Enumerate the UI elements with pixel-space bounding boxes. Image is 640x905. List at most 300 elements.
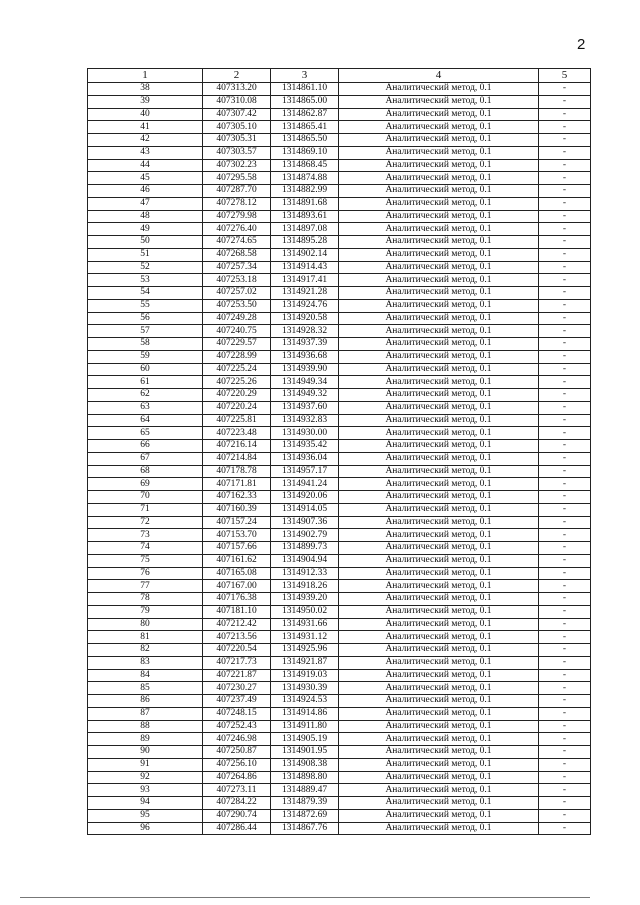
method-cell: Аналитический метод, 0.1 (339, 822, 539, 835)
note-cell: - (539, 707, 591, 720)
page-number: 2 (577, 36, 586, 53)
y-coordinate-cell: 1314865.00 (271, 95, 339, 108)
method-cell: Аналитический метод, 0.1 (339, 503, 539, 516)
x-coordinate-cell: 407225.26 (203, 376, 271, 389)
method-cell: Аналитический метод, 0.1 (339, 338, 539, 351)
y-coordinate-cell: 1314902.14 (271, 248, 339, 261)
point-number-cell: 66 (88, 440, 203, 453)
x-coordinate-cell: 407268.58 (203, 248, 271, 261)
column-header-5: 5 (539, 69, 591, 83)
y-coordinate-cell: 1314872.69 (271, 809, 339, 822)
note-cell: - (539, 797, 591, 810)
method-cell: Аналитический метод, 0.1 (339, 146, 539, 159)
table-row (88, 299, 591, 312)
y-coordinate-cell: 1314908.38 (271, 758, 339, 771)
y-coordinate-cell: 1314939.90 (271, 363, 339, 376)
y-coordinate-cell: 1314902.79 (271, 529, 339, 542)
table-body (88, 83, 591, 835)
method-cell: Аналитический метод, 0.1 (339, 491, 539, 504)
note-cell: - (539, 389, 591, 402)
y-coordinate-cell: 1314949.34 (271, 376, 339, 389)
y-coordinate-cell: 1314949.32 (271, 389, 339, 402)
note-cell: - (539, 223, 591, 236)
table-row (88, 95, 591, 108)
note-cell: - (539, 338, 591, 351)
x-coordinate-cell: 407252.43 (203, 720, 271, 733)
y-coordinate-cell: 1314901.95 (271, 746, 339, 759)
note-cell: - (539, 720, 591, 733)
method-cell: Аналитический метод, 0.1 (339, 465, 539, 478)
point-number-cell: 90 (88, 746, 203, 759)
x-coordinate-cell: 407276.40 (203, 223, 271, 236)
footer-rule (20, 897, 590, 898)
y-coordinate-cell: 1314862.87 (271, 108, 339, 121)
x-coordinate-cell: 407228.99 (203, 350, 271, 363)
table-row (88, 401, 591, 414)
table-row (88, 758, 591, 771)
table-row (88, 618, 591, 631)
point-number-cell: 73 (88, 529, 203, 542)
note-cell: - (539, 644, 591, 657)
point-number-cell: 53 (88, 274, 203, 287)
method-cell: Аналитический метод, 0.1 (339, 185, 539, 198)
table-row (88, 236, 591, 249)
table-row (88, 108, 591, 121)
point-number-cell: 40 (88, 108, 203, 121)
y-coordinate-cell: 1314919.03 (271, 669, 339, 682)
point-number-cell: 91 (88, 758, 203, 771)
x-coordinate-cell: 407287.70 (203, 185, 271, 198)
table-row (88, 376, 591, 389)
method-cell: Аналитический метод, 0.1 (339, 350, 539, 363)
table-row (88, 248, 591, 261)
x-coordinate-cell: 407221.87 (203, 669, 271, 682)
x-coordinate-cell: 407220.54 (203, 644, 271, 657)
table-row (88, 516, 591, 529)
note-cell: - (539, 503, 591, 516)
table-row (88, 197, 591, 210)
y-coordinate-cell: 1314924.76 (271, 299, 339, 312)
note-cell: - (539, 440, 591, 453)
x-coordinate-cell: 407249.28 (203, 312, 271, 325)
table-row (88, 452, 591, 465)
column-header-3: 3 (271, 69, 339, 83)
note-cell: - (539, 261, 591, 274)
table-row (88, 797, 591, 810)
note-cell: - (539, 274, 591, 287)
point-number-cell: 67 (88, 452, 203, 465)
method-cell: Аналитический метод, 0.1 (339, 287, 539, 300)
table-row (88, 350, 591, 363)
method-cell: Аналитический метод, 0.1 (339, 325, 539, 338)
table-row (88, 223, 591, 236)
point-number-cell: 94 (88, 797, 203, 810)
x-coordinate-cell: 407160.39 (203, 503, 271, 516)
method-cell: Аналитический метод, 0.1 (339, 542, 539, 555)
y-coordinate-cell: 1314868.45 (271, 159, 339, 172)
y-coordinate-cell: 1314893.61 (271, 210, 339, 223)
point-number-cell: 51 (88, 248, 203, 261)
table-row (88, 746, 591, 759)
y-coordinate-cell: 1314904.94 (271, 554, 339, 567)
x-coordinate-cell: 407181.10 (203, 605, 271, 618)
coordinates-table (87, 68, 591, 835)
table-row (88, 465, 591, 478)
method-cell: Аналитический метод, 0.1 (339, 363, 539, 376)
x-coordinate-cell: 407216.14 (203, 440, 271, 453)
x-coordinate-cell: 407225.81 (203, 414, 271, 427)
table-row (88, 210, 591, 223)
y-coordinate-cell: 1314917.41 (271, 274, 339, 287)
x-coordinate-cell: 407165.08 (203, 567, 271, 580)
method-cell: Аналитический метод, 0.1 (339, 695, 539, 708)
y-coordinate-cell: 1314931.66 (271, 618, 339, 631)
method-cell: Аналитический метод, 0.1 (339, 414, 539, 427)
method-cell: Аналитический метод, 0.1 (339, 274, 539, 287)
point-number-cell: 87 (88, 707, 203, 720)
point-number-cell: 74 (88, 542, 203, 555)
y-coordinate-cell: 1314924.53 (271, 695, 339, 708)
x-coordinate-cell: 407162.33 (203, 491, 271, 504)
x-coordinate-cell: 407278.12 (203, 197, 271, 210)
point-number-cell: 78 (88, 593, 203, 606)
note-cell: - (539, 491, 591, 504)
method-cell: Аналитический метод, 0.1 (339, 656, 539, 669)
note-cell: - (539, 669, 591, 682)
table-row (88, 159, 591, 172)
table-row (88, 695, 591, 708)
note-cell: - (539, 465, 591, 478)
x-coordinate-cell: 407250.87 (203, 746, 271, 759)
method-cell: Аналитический метод, 0.1 (339, 644, 539, 657)
y-coordinate-cell: 1314932.83 (271, 414, 339, 427)
point-number-cell: 69 (88, 478, 203, 491)
point-number-cell: 93 (88, 784, 203, 797)
point-number-cell: 83 (88, 656, 203, 669)
method-cell: Аналитический метод, 0.1 (339, 210, 539, 223)
table-row (88, 427, 591, 440)
table-row (88, 682, 591, 695)
table-row (88, 707, 591, 720)
note-cell: - (539, 95, 591, 108)
note-cell: - (539, 312, 591, 325)
method-cell: Аналитический метод, 0.1 (339, 248, 539, 261)
table-row (88, 644, 591, 657)
point-number-cell: 70 (88, 491, 203, 504)
method-cell: Аналитический метод, 0.1 (339, 758, 539, 771)
note-cell: - (539, 248, 591, 261)
point-number-cell: 76 (88, 567, 203, 580)
method-cell: Аналитический метод, 0.1 (339, 580, 539, 593)
note-cell: - (539, 746, 591, 759)
note-cell: - (539, 695, 591, 708)
note-cell: - (539, 542, 591, 555)
point-number-cell: 80 (88, 618, 203, 631)
point-number-cell: 61 (88, 376, 203, 389)
x-coordinate-cell: 407305.10 (203, 121, 271, 134)
point-number-cell: 58 (88, 338, 203, 351)
y-coordinate-cell: 1314930.00 (271, 427, 339, 440)
point-number-cell: 49 (88, 223, 203, 236)
x-coordinate-cell: 407279.98 (203, 210, 271, 223)
point-number-cell: 89 (88, 733, 203, 746)
point-number-cell: 63 (88, 401, 203, 414)
table-row (88, 478, 591, 491)
method-cell: Аналитический метод, 0.1 (339, 478, 539, 491)
table-row (88, 312, 591, 325)
x-coordinate-cell: 407167.00 (203, 580, 271, 593)
x-coordinate-cell: 407305.31 (203, 134, 271, 147)
x-coordinate-cell: 407225.24 (203, 363, 271, 376)
table-header-row (88, 69, 591, 83)
x-coordinate-cell: 407303.57 (203, 146, 271, 159)
point-number-cell: 71 (88, 503, 203, 516)
table-row (88, 529, 591, 542)
point-number-cell: 62 (88, 389, 203, 402)
method-cell: Аналитический метод, 0.1 (339, 236, 539, 249)
x-coordinate-cell: 407257.34 (203, 261, 271, 274)
x-coordinate-cell: 407253.18 (203, 274, 271, 287)
table-row (88, 338, 591, 351)
method-cell: Аналитический метод, 0.1 (339, 299, 539, 312)
note-cell: - (539, 134, 591, 147)
point-number-cell: 96 (88, 822, 203, 835)
note-cell: - (539, 197, 591, 210)
table-row (88, 274, 591, 287)
note-cell: - (539, 299, 591, 312)
point-number-cell: 59 (88, 350, 203, 363)
table-row (88, 733, 591, 746)
note-cell: - (539, 401, 591, 414)
note-cell: - (539, 287, 591, 300)
point-number-cell: 84 (88, 669, 203, 682)
point-number-cell: 55 (88, 299, 203, 312)
y-coordinate-cell: 1314865.50 (271, 134, 339, 147)
table-row (88, 784, 591, 797)
y-coordinate-cell: 1314899.73 (271, 542, 339, 555)
note-cell: - (539, 185, 591, 198)
method-cell: Аналитический метод, 0.1 (339, 567, 539, 580)
table-row (88, 440, 591, 453)
note-cell: - (539, 478, 591, 491)
x-coordinate-cell: 407264.86 (203, 771, 271, 784)
note-cell: - (539, 414, 591, 427)
method-cell: Аналитический метод, 0.1 (339, 121, 539, 134)
point-number-cell: 44 (88, 159, 203, 172)
note-cell: - (539, 822, 591, 835)
x-coordinate-cell: 407217.73 (203, 656, 271, 669)
method-cell: Аналитический метод, 0.1 (339, 108, 539, 121)
note-cell: - (539, 771, 591, 784)
x-coordinate-cell: 407223.48 (203, 427, 271, 440)
point-number-cell: 54 (88, 287, 203, 300)
note-cell: - (539, 516, 591, 529)
y-coordinate-cell: 1314914.86 (271, 707, 339, 720)
x-coordinate-cell: 407220.24 (203, 401, 271, 414)
x-coordinate-cell: 407153.70 (203, 529, 271, 542)
method-cell: Аналитический метод, 0.1 (339, 452, 539, 465)
x-coordinate-cell: 407274.65 (203, 236, 271, 249)
method-cell: Аналитический метод, 0.1 (339, 172, 539, 185)
point-number-cell: 88 (88, 720, 203, 733)
method-cell: Аналитический метод, 0.1 (339, 593, 539, 606)
point-number-cell: 48 (88, 210, 203, 223)
y-coordinate-cell: 1314897.08 (271, 223, 339, 236)
x-coordinate-cell: 407246.98 (203, 733, 271, 746)
y-coordinate-cell: 1314905.19 (271, 733, 339, 746)
x-coordinate-cell: 407286.44 (203, 822, 271, 835)
method-cell: Аналитический метод, 0.1 (339, 784, 539, 797)
y-coordinate-cell: 1314937.60 (271, 401, 339, 414)
x-coordinate-cell: 407310.08 (203, 95, 271, 108)
table-row (88, 593, 591, 606)
y-coordinate-cell: 1314920.58 (271, 312, 339, 325)
y-coordinate-cell: 1314920.06 (271, 491, 339, 504)
point-number-cell: 64 (88, 414, 203, 427)
table-row (88, 261, 591, 274)
x-coordinate-cell: 407157.66 (203, 542, 271, 555)
point-number-cell: 41 (88, 121, 203, 134)
table-row (88, 363, 591, 376)
y-coordinate-cell: 1314907.36 (271, 516, 339, 529)
x-coordinate-cell: 407307.42 (203, 108, 271, 121)
column-header-2: 2 (203, 69, 271, 83)
x-coordinate-cell: 407257.02 (203, 287, 271, 300)
y-coordinate-cell: 1314914.43 (271, 261, 339, 274)
point-number-cell: 45 (88, 172, 203, 185)
table-row (88, 669, 591, 682)
table-row (88, 83, 591, 96)
y-coordinate-cell: 1314867.76 (271, 822, 339, 835)
y-coordinate-cell: 1314914.05 (271, 503, 339, 516)
point-number-cell: 46 (88, 185, 203, 198)
table-row (88, 287, 591, 300)
table-row (88, 185, 591, 198)
note-cell: - (539, 363, 591, 376)
point-number-cell: 82 (88, 644, 203, 657)
method-cell: Аналитический метод, 0.1 (339, 631, 539, 644)
method-cell: Аналитический метод, 0.1 (339, 733, 539, 746)
note-cell: - (539, 108, 591, 121)
x-coordinate-cell: 407161.62 (203, 554, 271, 567)
point-number-cell: 47 (88, 197, 203, 210)
note-cell: - (539, 631, 591, 644)
x-coordinate-cell: 407295.58 (203, 172, 271, 185)
table-row (88, 134, 591, 147)
column-header-1: 1 (88, 69, 203, 83)
method-cell: Аналитический метод, 0.1 (339, 401, 539, 414)
table-row (88, 605, 591, 618)
y-coordinate-cell: 1314937.39 (271, 338, 339, 351)
table-row (88, 580, 591, 593)
y-coordinate-cell: 1314925.96 (271, 644, 339, 657)
point-number-cell: 86 (88, 695, 203, 708)
x-coordinate-cell: 407237.49 (203, 695, 271, 708)
x-coordinate-cell: 407302.23 (203, 159, 271, 172)
method-cell: Аналитический метод, 0.1 (339, 389, 539, 402)
x-coordinate-cell: 407171.81 (203, 478, 271, 491)
note-cell: - (539, 733, 591, 746)
table-row (88, 631, 591, 644)
y-coordinate-cell: 1314936.04 (271, 452, 339, 465)
table-row (88, 554, 591, 567)
table-row (88, 542, 591, 555)
table-row (88, 146, 591, 159)
method-cell: Аналитический метод, 0.1 (339, 197, 539, 210)
point-number-cell: 79 (88, 605, 203, 618)
y-coordinate-cell: 1314939.20 (271, 593, 339, 606)
table-row (88, 771, 591, 784)
method-cell: Аналитический метод, 0.1 (339, 312, 539, 325)
note-cell: - (539, 427, 591, 440)
method-cell: Аналитический метод, 0.1 (339, 797, 539, 810)
method-cell: Аналитический метод, 0.1 (339, 516, 539, 529)
method-cell: Аналитический метод, 0.1 (339, 669, 539, 682)
y-coordinate-cell: 1314912.33 (271, 567, 339, 580)
note-cell: - (539, 146, 591, 159)
table-row (88, 325, 591, 338)
note-cell: - (539, 121, 591, 134)
point-number-cell: 68 (88, 465, 203, 478)
column-header-4: 4 (339, 69, 539, 83)
y-coordinate-cell: 1314889.47 (271, 784, 339, 797)
method-cell: Аналитический метод, 0.1 (339, 376, 539, 389)
point-number-cell: 65 (88, 427, 203, 440)
method-cell: Аналитический метод, 0.1 (339, 95, 539, 108)
table-row (88, 720, 591, 733)
method-cell: Аналитический метод, 0.1 (339, 707, 539, 720)
x-coordinate-cell: 407313.20 (203, 83, 271, 96)
y-coordinate-cell: 1314950.02 (271, 605, 339, 618)
table-row (88, 656, 591, 669)
note-cell: - (539, 784, 591, 797)
table-row (88, 414, 591, 427)
point-number-cell: 95 (88, 809, 203, 822)
x-coordinate-cell: 407212.42 (203, 618, 271, 631)
note-cell: - (539, 236, 591, 249)
x-coordinate-cell: 407214.84 (203, 452, 271, 465)
method-cell: Аналитический метод, 0.1 (339, 618, 539, 631)
x-coordinate-cell: 407178.78 (203, 465, 271, 478)
x-coordinate-cell: 407284.22 (203, 797, 271, 810)
table-row (88, 822, 591, 835)
method-cell: Аналитический метод, 0.1 (339, 223, 539, 236)
method-cell: Аналитический метод, 0.1 (339, 554, 539, 567)
x-coordinate-cell: 407220.29 (203, 389, 271, 402)
point-number-cell: 75 (88, 554, 203, 567)
point-number-cell: 56 (88, 312, 203, 325)
note-cell: - (539, 618, 591, 631)
point-number-cell: 38 (88, 83, 203, 96)
note-cell: - (539, 350, 591, 363)
x-coordinate-cell: 407240.75 (203, 325, 271, 338)
y-coordinate-cell: 1314895.28 (271, 236, 339, 249)
table-row (88, 172, 591, 185)
method-cell: Аналитический метод, 0.1 (339, 605, 539, 618)
x-coordinate-cell: 407273.11 (203, 784, 271, 797)
method-cell: Аналитический метод, 0.1 (339, 261, 539, 274)
point-number-cell: 81 (88, 631, 203, 644)
note-cell: - (539, 593, 591, 606)
note-cell: - (539, 325, 591, 338)
y-coordinate-cell: 1314921.87 (271, 656, 339, 669)
table-row (88, 389, 591, 402)
method-cell: Аналитический метод, 0.1 (339, 771, 539, 784)
point-number-cell: 42 (88, 134, 203, 147)
y-coordinate-cell: 1314930.39 (271, 682, 339, 695)
method-cell: Аналитический метод, 0.1 (339, 720, 539, 733)
note-cell: - (539, 159, 591, 172)
